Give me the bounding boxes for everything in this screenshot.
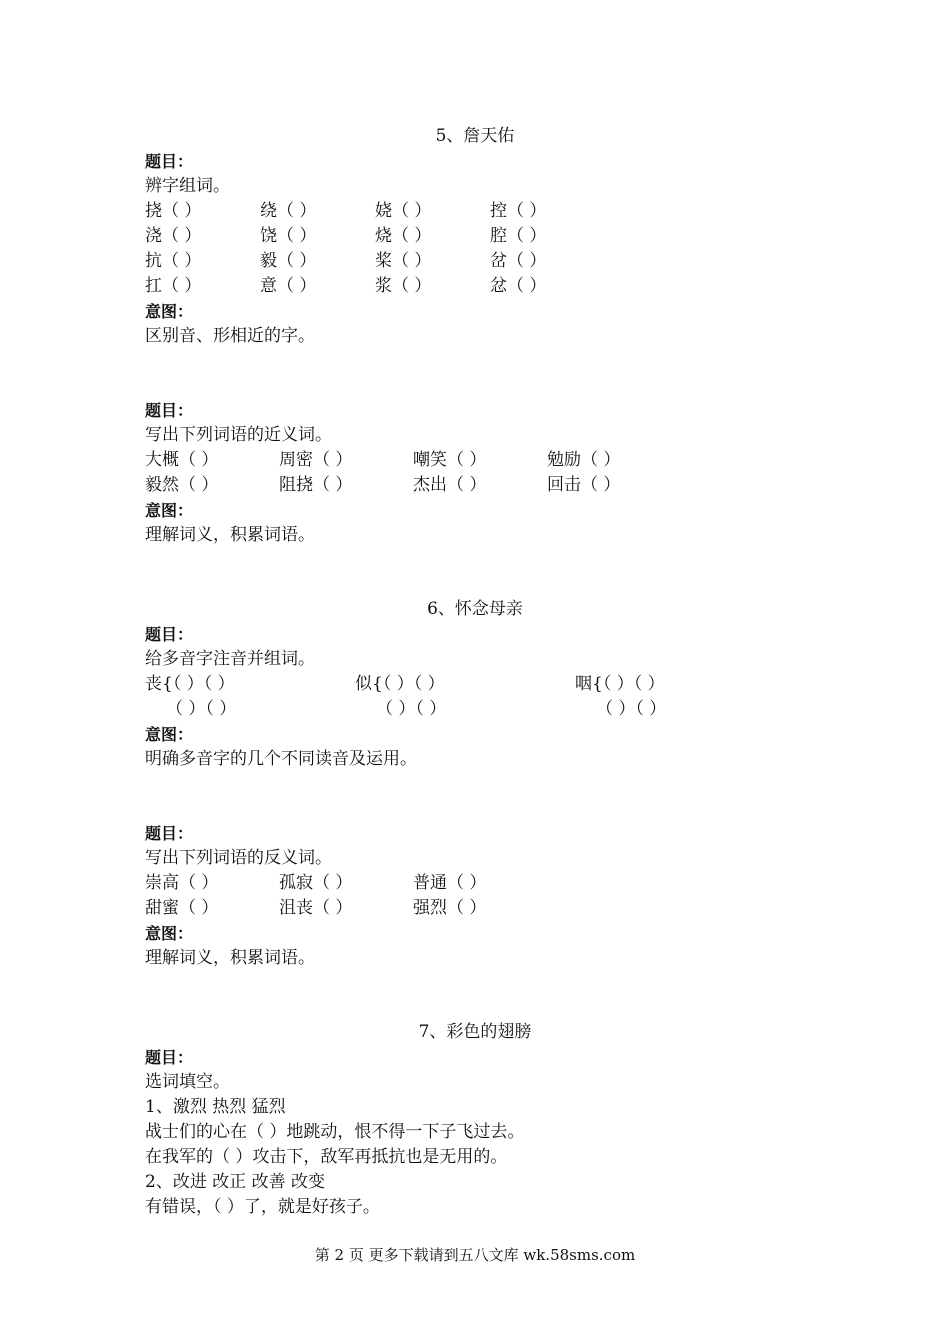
intent-text: 明确多音字的几个不同读音及运用。 <box>145 749 417 769</box>
exercise-line: 有错误，（ ）了，就是好孩子。 <box>145 1197 380 1217</box>
exercise-row <box>145 448 805 473</box>
instruction: 辨字组词。 <box>145 176 230 196</box>
exercise-cell: （ ）（ ） <box>596 699 667 719</box>
exercise-cell: 阻挠（ ） <box>279 475 353 495</box>
question-label: 题目： <box>145 152 194 171</box>
exercise-cell: 周密（ ） <box>279 450 353 470</box>
instruction: 写出下列词语的反义词。 <box>145 848 332 868</box>
exercise-cell: （ ）（ ） <box>166 699 237 719</box>
intent-label: 意图： <box>145 302 194 321</box>
question-label: 题目： <box>145 401 194 420</box>
exercise-cell: 浇（ ） <box>145 226 202 246</box>
exercise-cell: （ ）（ ） <box>376 699 447 719</box>
section-title: 5、詹天佑 <box>435 126 515 146</box>
exercise-row <box>145 224 805 249</box>
exercise-cell: 挠（ ） <box>145 201 202 221</box>
exercise-row <box>145 871 805 896</box>
exercise-cell: 甜蜜（ ） <box>145 898 219 918</box>
exercise-cell: 回击（ ） <box>547 475 621 495</box>
exercise-cell: 浆（ ） <box>375 276 432 296</box>
exercise-row <box>145 697 805 722</box>
instruction: 写出下列词语的近义词。 <box>145 425 332 445</box>
intent-label: 意图： <box>145 924 194 943</box>
exercise-cell: 忿（ ） <box>490 276 547 296</box>
intent-text: 理解词义，积累词语。 <box>145 525 315 545</box>
exercise-cell: 咽{（ ）（ ） <box>575 674 665 694</box>
intent-text: 理解词义，积累词语。 <box>145 948 315 968</box>
exercise-cell: 控（ ） <box>490 201 547 221</box>
exercise-row <box>145 896 805 921</box>
exercise-cell: 孤寂（ ） <box>279 873 353 893</box>
exercise-line: 2、改进 改正 改善 改变 <box>145 1172 326 1192</box>
exercise-cell: 娆（ ） <box>375 201 432 221</box>
exercise-row <box>145 199 805 224</box>
exercise-cell: 绕（ ） <box>260 201 317 221</box>
intent-label: 意图： <box>145 501 194 520</box>
spacer <box>145 971 805 1020</box>
exercise-line: 在我军的（ ）攻击下，敌军再抵抗也是无用的。 <box>145 1147 508 1167</box>
exercise-cell: 崇高（ ） <box>145 873 219 893</box>
exercise-cell: 岔（ ） <box>490 251 547 271</box>
intent-text: 区别音、形相近的字。 <box>145 326 315 346</box>
exercise-cell: 沮丧（ ） <box>279 898 353 918</box>
spacer <box>145 349 805 398</box>
spacer <box>145 772 805 821</box>
exercise-cell: 杰出（ ） <box>413 475 487 495</box>
exercise-cell: 勉励（ ） <box>547 450 621 470</box>
exercise-cell: 似{（ ）（ ） <box>355 674 445 694</box>
page-footer: 第 2 页 更多下载请到五八文库 wk.58sms.com <box>314 1246 636 1264</box>
section-title: 6、怀念母亲 <box>427 599 523 619</box>
exercise-cell: 毅（ ） <box>260 251 317 271</box>
exercise-line: 1、激烈 热烈 猛烈 <box>145 1097 286 1117</box>
instruction: 选词填空。 <box>145 1072 230 1092</box>
exercise-cell: 意（ ） <box>260 276 317 296</box>
exercise-cell: 丧{（ ）（ ） <box>145 674 235 694</box>
exercise-cell: 桨（ ） <box>375 251 432 271</box>
exercise-row <box>145 473 805 498</box>
intent-label: 意图： <box>145 725 194 744</box>
exercise-cell: 普通（ ） <box>413 873 487 893</box>
exercise-cell: 毅然（ ） <box>145 475 219 495</box>
exercise-cell: 强烈（ ） <box>413 898 487 918</box>
exercise-cell: 扛（ ） <box>145 276 202 296</box>
exercise-cell: 饶（ ） <box>260 226 317 246</box>
exercise-row <box>145 249 805 274</box>
spacer <box>145 548 805 597</box>
question-label: 题目： <box>145 1048 194 1067</box>
document-page <box>145 124 805 1220</box>
exercise-row <box>145 672 805 697</box>
exercise-line: 战士们的心在（ ）地跳动，恨不得一下子飞过去。 <box>145 1122 525 1142</box>
exercise-cell: 烧（ ） <box>375 226 432 246</box>
exercise-cell: 嘲笑（ ） <box>413 450 487 470</box>
exercise-cell: 抗（ ） <box>145 251 202 271</box>
section-title: 7、彩色的翅膀 <box>418 1022 532 1042</box>
exercise-cell: 大概（ ） <box>145 450 219 470</box>
question-label: 题目： <box>145 824 194 843</box>
exercise-row <box>145 274 805 299</box>
exercise-cell: 腔（ ） <box>490 226 547 246</box>
question-label: 题目： <box>145 625 194 644</box>
instruction: 给多音字注音并组词。 <box>145 649 315 669</box>
